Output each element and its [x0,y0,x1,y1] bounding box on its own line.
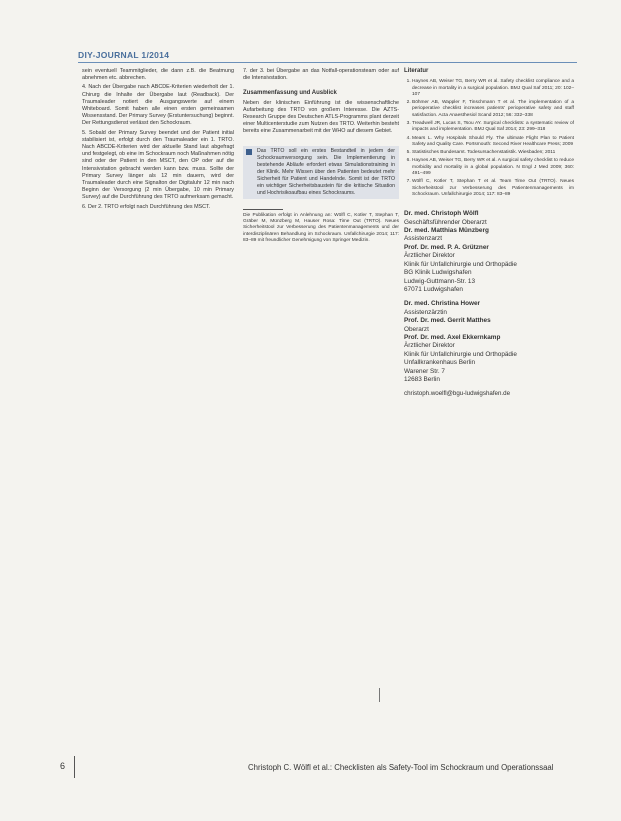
author-group-ludwigshafen [404,210,574,294]
author-name: Prof. Dr. med. Gerrit Matthes [404,317,491,325]
key-message-box [243,146,399,199]
column-3 [404,68,574,399]
author-role: Assistenzarzt [404,235,443,243]
reference-item: 4. Mears L. Why Hospitals Should Fly. The ultimate Flight Plan to Patient Safety and Quality Care. Portsmouth: Second River Healthcare Press; 2009 [412,136,574,149]
footer-divider [74,756,75,778]
page-number: 6 [60,761,66,771]
contact-email[interactable]: christoph.woelfl@bgu-ludwigshafen.de [404,390,511,398]
step-number: 5. [82,129,87,136]
author-role: Geschäftsführender Oberarzt [404,218,487,226]
author-affiliation: BG Klinik Ludwigshafen [404,269,472,277]
author-affiliation: Unfallkrankenhaus Berlin [404,359,476,367]
step-5 [82,130,234,202]
author-name: Prof. Dr. med. Axel Ekkernkamp [404,333,501,341]
author-name: Dr. med. Christina Hower [404,300,480,308]
author-name: Dr. med. Christoph Wölfl [404,210,479,218]
publication-footnote: Die Publikation erfolgt in Anlehnung an: Wölfl C, Kotler T, Stephan T, Gräber M, Münzberg M, Hauser Rosa: Time Out (TRTO). Neues Sicherheitstool zur Verbesserung des Patientenmanagements und der interdisziplinären Behandlung im Schockraum. Unfallchirurgie 2014; 117: 83–89 mit freundlicher Genehmigung von Springer Medizin. [243,212,399,243]
author-address: 67071 Ludwigshafen [404,285,463,293]
reference-item: 3. Treadwell JR, Lucas S, Tsou AY. Surgical checklists: a systematic review of impacts and implementation. BMJ Qual Saf 2014; 23: 299–318 [412,121,574,134]
summary-paragraph: Neben der klinischen Einführung ist die wissenschaftliche Aufarbeitung des TRTO von großem Interesse. Die AZTS-Research Gruppe des Deutschen ATLS-Programms plant derzeit einer Multicenterstudie zum Nutzen des TRTO. Weiterhin besteht bereits eine Zusammenarbeit mit der WHO auf diesem Gebiet. [243,99,399,135]
reference-item: 7. Wölfl C, Kotler T, Stephan T et al. Team Time Out (TRTO). Neues Sicherheitstool zur Verbesserung des Patientenmanagements im Schockraum. Unfallchirurgie 2014; 117: 83–89 [412,179,574,198]
reference-item: 1. Haynes AB, Weiser TG, Berry WR et al. Safety checklist compliance and a decrease in mortality in a surgical population. BMJ Qual Saf 2011; 20: 102–107 [412,79,574,98]
running-footer: Christoph C. Wölfl et al.: Checklisten als Safety-Tool im Schockraum und Operationssaal [248,763,554,772]
author-group-berlin [404,300,574,384]
column-2 [243,68,399,244]
footnote-divider [243,209,283,210]
literature-heading: Literatur [404,68,429,74]
author-affiliation: Klinik für Unfallchirurgie und Orthopädie [404,260,517,268]
header-rule [78,62,577,63]
step-6 [82,204,234,211]
callout-marker-icon [246,149,252,155]
step-text: Der 2. TRTO erfolgt nach Durchführung des MSCT. [88,203,211,210]
step-number: 6. [82,203,87,210]
journal-header: DIY-JOURNAL 1/2014 [78,50,170,60]
author-name: Prof. Dr. med. P. A. Grützner [404,243,489,251]
author-affiliation: Klinik für Unfallchirurgie und Orthopädie [404,350,517,358]
summary-heading: Zusammenfassung und Ausblick [243,90,337,97]
column-1 [82,68,234,213]
author-name: Dr. med. Matthias Münzberg [404,227,489,235]
author-role: Ärztlicher Direktor [404,252,455,260]
reference-item: 2. Böhmer AB, Wappler F, Tinschmann T et al. The implementation of a perioperative checklist increases patients' perioperative safety and staff satisfaction. Acta Anaesthesiol Scand 2012; 56: 332–338 [412,100,574,119]
steps-list [82,84,234,210]
page-mark [379,688,380,702]
step-text: Nach der Übergabe nach ABCDE-Kriterien wiederholt der 1. Chirurg die Inhalte der Übergabe laut (Readback). Der Traumaleader notiert die Ausgangswerte auf einem Whiteboard. Somit haben alle einen ersten gemeinsamen Wissensstand. Der Primary Survey (Erstuntersuchung) beginnt. Der Rettungsdienst verlässt den Schockraum. [82,84,234,127]
author-contacts [404,210,574,399]
reference-list [404,79,574,198]
step-7: 7. der 3. bei Übergabe an das Notfall-operationsteam oder auf die Intensivstation. [243,68,399,82]
author-address: Ludwig-Guttmann-Str. 13 [404,277,476,285]
author-role: Assistenzärztin [404,308,447,316]
author-role: Oberarzt [404,325,429,333]
author-address: Warener Str. 7 [404,367,445,375]
step-4 [82,84,234,127]
step-text: Sobald der Primary Survey beendet und der Patient initial stabilisiert ist, erfolgt durch den Traumaleader ein 1. TRTO. Nach ABCDE-Kriterien wird der aktuelle Stand laut abgefragt und festgelegt, ob eine im Schockraum noch Maßnahmen nötig sind oder der Patient in den MSCT, den OP oder auf die Intensivstation gebracht werden kann bzw. muss. Sollte der Primary Survey länger als 12 min dauern, wird der Traumaleader durch eine Signalton der Digitaluhr 12 min nach Beginn der Versorgung (2 min Übergabe, 10 min Primary Survey) auf die Durchführung des TRTO aufmerksam gemacht. [82,129,235,201]
author-address: 12683 Berlin [404,375,440,383]
intro-paragraph: sein eventuell Teammitglieder, die dann z.B. die Beatmung abnehmen etc. abbrechen. [82,68,234,82]
key-message-text: Das TRTO soll ein erstes Bestandteil in jedem der Schockraumversorgung sein. Die Implementierung in bestehende Abläufe erfordert etwas Simulationstraining in der Klinik. Mehr Wissen über den Patienten bedeutet mehr Sicherheit für Patient und Handelnde. Somit ist der TRTO ein wichtiger Sicherheitsbaustein für die kritische Situation und Hochrisikoaufbau eines Schockraums. [257,147,395,196]
step-number: 4. [82,84,87,91]
reference-item: 5. Statistisches Bundesamt. Todesursachenstatistik. Wiesbaden; 2011 [412,150,574,156]
reference-item: 6. Haynes AB, Weiser TG, Berry WR et al. A surgical safety checklist to reduce morbidity and mortality in a global population. N Engl J Med 2009; 360: 491–499 [412,158,574,177]
author-role: Ärztlicher Direktor [404,342,455,350]
